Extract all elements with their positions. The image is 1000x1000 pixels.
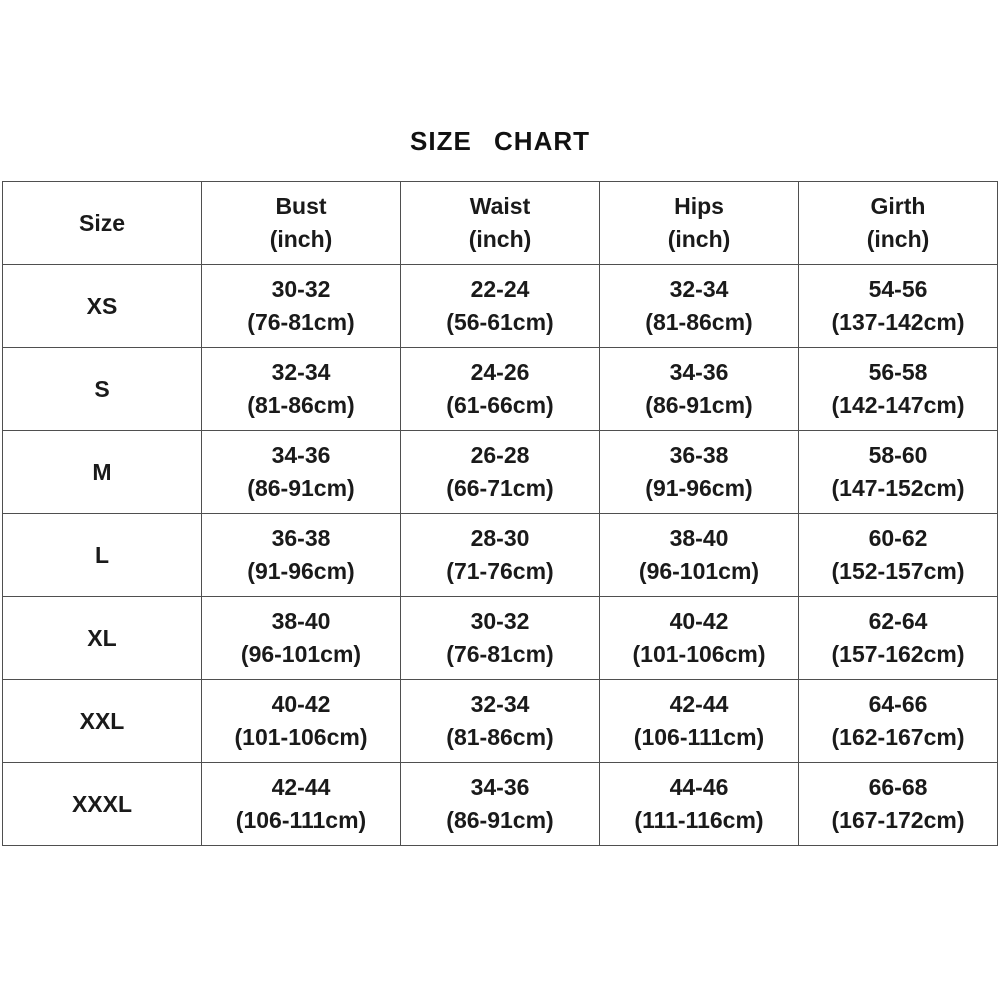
- inch-range: 44-46: [669, 774, 729, 800]
- cm-range: (81-86cm): [645, 309, 753, 335]
- column-label: Hips: [674, 193, 724, 219]
- cell-girth: [799, 348, 998, 431]
- cell-hips: [600, 763, 799, 846]
- cell-bust: [202, 265, 401, 348]
- inch-range: 30-32: [470, 608, 530, 634]
- cell-waist: [401, 265, 600, 348]
- cell-size: M: [3, 431, 202, 514]
- inch-range: 24-26: [470, 359, 530, 385]
- table-row-xs: [3, 265, 998, 348]
- cm-range: (137-142cm): [831, 309, 965, 335]
- inch-range: 42-44: [669, 691, 729, 717]
- cell-waist: [401, 431, 600, 514]
- table-row-m: [3, 431, 998, 514]
- inch-range: 56-58: [868, 359, 928, 385]
- cell-size: XL: [3, 597, 202, 680]
- cell-bust: [202, 514, 401, 597]
- cm-range: (157-162cm): [831, 641, 965, 667]
- column-unit: (inch): [468, 226, 532, 252]
- cell-waist: [401, 680, 600, 763]
- cm-range: (147-152cm): [831, 475, 965, 501]
- header-row: [3, 182, 998, 265]
- cell-hips: [600, 680, 799, 763]
- inch-range: 64-66: [868, 691, 928, 717]
- inch-range: 66-68: [868, 774, 928, 800]
- inch-range: 58-60: [868, 442, 928, 468]
- cell-waist: [401, 763, 600, 846]
- inch-range: 22-24: [470, 276, 530, 302]
- size-chart-table: [2, 181, 998, 846]
- column-header-waist: [401, 182, 600, 265]
- cm-range: (162-167cm): [831, 724, 965, 750]
- cell-bust: [202, 597, 401, 680]
- cm-range: (106-111cm): [235, 807, 367, 833]
- inch-range: 36-38: [669, 442, 729, 468]
- cm-range: (106-111cm): [633, 724, 765, 750]
- cm-range: (56-61cm): [446, 309, 554, 335]
- table-row-s: [3, 348, 998, 431]
- column-unit: (inch): [866, 226, 930, 252]
- table-row-l: [3, 514, 998, 597]
- cell-size: XXL: [3, 680, 202, 763]
- cell-hips: [600, 514, 799, 597]
- cell-bust: [202, 680, 401, 763]
- inch-range: 54-56: [868, 276, 928, 302]
- column-header-size: [3, 182, 202, 265]
- cm-range: (71-76cm): [446, 558, 554, 584]
- cell-waist: [401, 514, 600, 597]
- cell-size: S: [3, 348, 202, 431]
- cell-bust: [202, 348, 401, 431]
- cell-girth: [799, 514, 998, 597]
- cell-waist: [401, 597, 600, 680]
- cm-range: (86-91cm): [247, 475, 355, 501]
- cm-range: (167-172cm): [831, 807, 965, 833]
- cell-girth: [799, 680, 998, 763]
- cm-range: (152-157cm): [831, 558, 965, 584]
- column-label: Girth: [870, 193, 926, 219]
- cm-range: (66-71cm): [446, 475, 554, 501]
- column-label: Waist: [469, 193, 531, 219]
- cell-hips: [600, 348, 799, 431]
- inch-range: 28-30: [470, 525, 530, 551]
- table-row-xxxl: [3, 763, 998, 846]
- page-title: SIZE CHART: [410, 126, 590, 156]
- cell-waist: [401, 348, 600, 431]
- cell-girth: [799, 763, 998, 846]
- inch-range: 38-40: [669, 525, 729, 551]
- cell-hips: [600, 431, 799, 514]
- column-header-girth: [799, 182, 998, 265]
- inch-range: 60-62: [868, 525, 928, 551]
- cm-range: (96-101cm): [638, 558, 760, 584]
- inch-range: 32-34: [271, 359, 331, 385]
- inch-range: 40-42: [271, 691, 331, 717]
- inch-range: 26-28: [470, 442, 530, 468]
- cm-range: (142-147cm): [831, 392, 965, 418]
- inch-range: 38-40: [271, 608, 331, 634]
- inch-range: 30-32: [271, 276, 331, 302]
- column-unit: (inch): [667, 226, 731, 252]
- cm-range: (101-106cm): [632, 641, 766, 667]
- cm-range: (86-91cm): [645, 392, 753, 418]
- cm-range: (96-101cm): [240, 641, 362, 667]
- table-row-xxl: [3, 680, 998, 763]
- inch-range: 40-42: [669, 608, 729, 634]
- inch-range: 62-64: [868, 608, 928, 634]
- cm-range: (61-66cm): [446, 392, 554, 418]
- cm-range: (111-116cm): [634, 807, 764, 833]
- cm-range: (91-96cm): [247, 558, 355, 584]
- cm-range: (91-96cm): [645, 475, 753, 501]
- inch-range: 42-44: [271, 774, 331, 800]
- inch-range: 32-34: [669, 276, 729, 302]
- cell-girth: [799, 265, 998, 348]
- column-label: Bust: [275, 193, 327, 219]
- cell-size: L: [3, 514, 202, 597]
- cell-bust: [202, 763, 401, 846]
- cell-girth: [799, 597, 998, 680]
- cell-bust: [202, 431, 401, 514]
- cell-size: XXXL: [3, 763, 202, 846]
- cm-range: (101-106cm): [234, 724, 368, 750]
- cell-girth: [799, 431, 998, 514]
- cm-range: (86-91cm): [446, 807, 554, 833]
- cm-range: (81-86cm): [247, 392, 355, 418]
- cell-hips: [600, 265, 799, 348]
- column-header-bust: [202, 182, 401, 265]
- inch-range: 36-38: [271, 525, 331, 551]
- cm-range: (81-86cm): [446, 724, 554, 750]
- inch-range: 32-34: [470, 691, 530, 717]
- cell-size: XS: [3, 265, 202, 348]
- inch-range: 34-36: [470, 774, 530, 800]
- inch-range: 34-36: [271, 442, 331, 468]
- inch-range: 34-36: [669, 359, 729, 385]
- column-label: Size: [78, 209, 126, 236]
- table-row-xl: [3, 597, 998, 680]
- column-header-hips: [600, 182, 799, 265]
- cell-hips: [600, 597, 799, 680]
- cm-range: (76-81cm): [247, 309, 355, 335]
- cm-range: (76-81cm): [446, 641, 554, 667]
- column-unit: (inch): [269, 226, 333, 252]
